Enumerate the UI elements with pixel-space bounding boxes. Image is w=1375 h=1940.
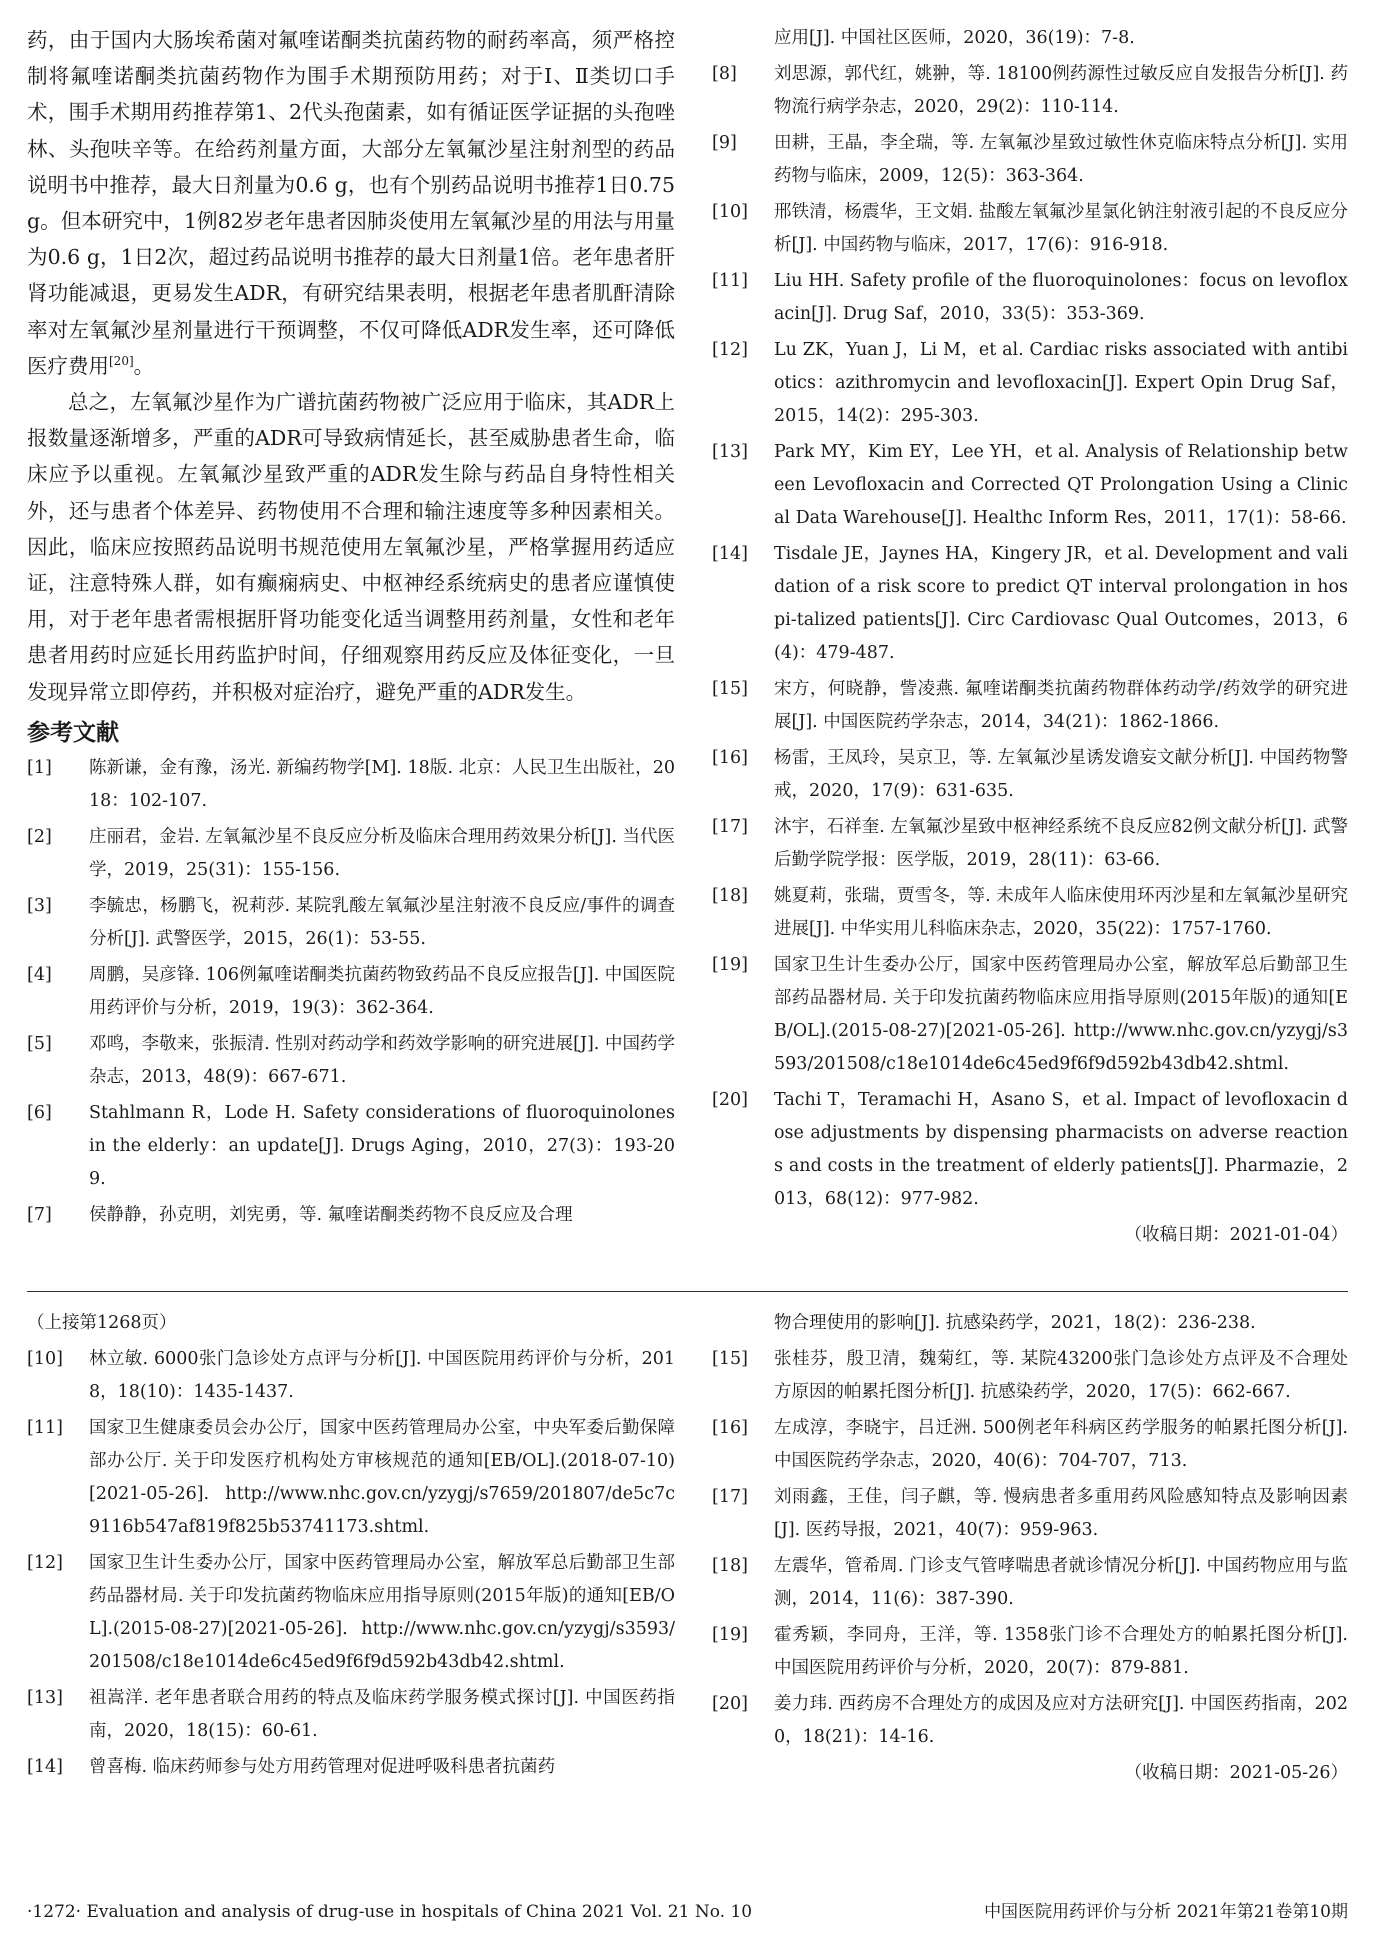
top-right-column [712,22,1348,1252]
footer-journal-en: ·1272· Evaluation and analysis of drug-use in hospitals of China 2021 Vol. 21 No. 10 [27,1902,753,1922]
page-footer [27,1897,1348,1927]
reference-item: [1] 陈新谦，金有豫，汤光. 新编药物学[M]. 18版. 北京：人民卫生出版社，2018：102-107. [27,757,675,811]
received-date: （收稿日期：2021-01-04） [1124,1225,1348,1245]
reference-item: [9] 田耕，王晶，李全瑞，等. 左氧氟沙星致过敏性休克临床特点分析[J]. 实用药物与临床，2009，12(5)：363-364. [712,133,1348,186]
body-paragraph-2: 总之，左氧氟沙星作为广谱抗菌药物被广泛应用于临床，其ADR上报数量逐渐增多，严重的ADR可导致病情延长，甚至威胁患者生命，临床应予以重视。左氧氟沙星致严重的ADR发生除与药品自身特性相关外，还与患者个体差异、药物使用不合理和输注速度等多种因素相关。因此，临床应按照药品说明书规范使用左氧氟沙星，严格掌握用药适应证，注意特殊人群，如有癫痫病史、中枢神经系统病史的患者应谨慎使用，对于老年患者需根据肝肾功能变化适当调整用药剂量，女性和老年患者用药时应延长用药监护时间，仔细观察用药反应及体征变化，一旦发现异常立即停药，并积极对症治疗，避免严重的ADR发生。 [27,390,675,704]
reference-item: [18] 姚夏莉，张瑞，贾雪冬，等. 未成年人临床使用环丙沙星和左氧氟沙星研究进展[J]. 中华实用儿科临床杂志，2020，35(22)：1757-1760. [712,886,1348,939]
reference-item: [5] 邓鸣，李敬来，张振清. 性别对药动学和药效学影响的研究进展[J]. 中国药学杂志，2013，48(9)：667-671. [27,1033,675,1087]
reference-item: [17] 刘雨鑫，王佳，闫子麒，等. 慢病患者多重用药风险感知特点及影响因素[J]. 医药导报，2021，40(7)：959-963. [712,1487,1348,1540]
reference-item: [18] 左震华，管希周. 门诊支气管哮喘患者就诊情况分析[J]. 中国药物应用与监测，2014，11(6)：387-390. [712,1556,1348,1609]
reference-item: [20] Tachi T，Teramachi H，Asano S，et al. Impact of levofloxacin dose adjustments by dispensing pharmacists on adverse reactions and costs in the treatment of elderly patients[J]. Pharmazie，2013，68(12)：977-982. [712,1090,1348,1209]
reference-item: [15] 宋方，何晓静，訾凌燕. 氟喹诺酮类抗菌药物群体药动学/药效学的研究进展[J]. 中国医院药学杂志，2014，34(21)：1862-1866. [712,679,1348,732]
reference-item: [4] 周鹏，吴彦锋. 106例氟喹诺酮类抗菌药物致药品不良反应报告[J]. 中国医院用药评价与分析，2019，19(3)：362-364. [27,964,675,1018]
received-date: （收稿日期：2021-05-26） [1124,1763,1348,1783]
reference-14-continued: 物合理使用的影响[J]. 抗感染药学，2021，18(2)：236-238. [774,1313,1256,1333]
reference-list-bottom-right [712,1343,1348,1754]
references-heading: 参考文献 [27,719,119,746]
reference-item: [12] 国家卫生计生委办公厅，国家中医药管理局办公室，解放军总后勤部卫生部药品器材局. 关于印发抗菌药物临床应用指导原则(2015年版)的通知[EB/OL].(2015-08-27)[2021-05-26]. http://www.nhc.gov.cn/yzygj/s3593/201508/c18e1014de6c45ed9f6f9d592b43db42.shtml. [27,1553,675,1672]
paragraph-1-text: 药，由于国内大肠埃希菌对氟喹诺酮类抗菌药物的耐药率高，须严格控制将氟喹诺酮类抗菌药物作为围手术期预防用药；对于Ⅰ、Ⅱ类切口手术，围手术期用药推荐第1、2代头孢菌素，如有循证医学证据的头孢唑林、头孢呋辛等。在给药剂量方面，大部分左氧氟沙星注射剂型的药品说明书中推荐，最大日剂量为0.6 g，也有个别药品说明书推荐1日0.75 g。但本研究中，1例82岁老年患者因肺炎使用左氧氟沙星的用法与用量为0.6 g，1日2次，超过药品说明书推荐的最大日剂量1倍。老年患者肝肾功能减退，更易发生ADR，有研究结果表明，根据老年患者肌酐清除率对左氧氟沙星剂量进行干预调整，不仅可降低ADR发生率，还可降低医疗费用 [27,28,675,378]
reference-item: [10] 林立敏. 6000张门急诊处方点评与分析[J]. 中国医院用药评价与分析，2018，18(10)：1435-1437. [27,1349,675,1402]
reference-item: [13] Park MY，Kim EY，Lee YH，et al. Analysis of Relationship between Levofloxacin and Corrected QT Prolongation Using a Clinical Data Warehouse[J]. Healthc Inform Res，2011，17(1)：58-66. [712,442,1348,528]
bottom-right-column [712,1307,1348,1790]
reference-list-top-right [712,58,1348,1216]
reference-item: [16] 左成淳，李晓宇，吕迁洲. 500例老年科病区药学服务的帕累托图分析[J]. 中国医院药学杂志，2020，40(6)：704-707，713. [712,1418,1348,1471]
reference-item: [6] Stahlmann R，Lode H. Safety considerations of fluoroquinolones in the elderly：an update[J]. Drugs Aging，2010，27(3)：193-209. [27,1102,675,1189]
reference-item: [11] 国家卫生健康委员会办公厅，国家中医药管理局办公室，中央军委后勤保障部办公厅. 关于印发医疗机构处方审核规范的通知[EB/OL].(2018-07-10)[2021-05-26]. http://www.nhc.gov.cn/yzygj/s7659/201807/de5c7c9116b547af819f825b53741173.shtml. [27,1418,675,1537]
bottom-left-column [27,1307,675,1787]
reference-item: [8] 刘思源，郭代红，姚翀，等. 18100例药源性过敏反应自发报告分析[J]. 药物流行病学杂志，2020，29(2)：110-114. [712,64,1348,117]
reference-item: [16] 杨雷，王凤玲，吴京卫，等. 左氧氟沙星诱发谵妄文献分析[J]. 中国药物警戒，2020，17(9)：631-635. [712,748,1348,801]
footer-journal-cn: 中国医院用药评价与分析 2021年第21卷第10期 [984,1902,1348,1922]
reference-item: [10] 邢铁清，杨震华，王文娟. 盐酸左氧氟沙星氯化钠注射液引起的不良反应分析[J]. 中国药物与临床，2017，17(6)：916-918. [712,202,1348,255]
reference-item: [11] Liu HH. Safety profile of the fluoroquinolones：focus on levofloxacin[J]. Drug Saf，2010，33(5)：353-369. [712,271,1348,324]
reference-item: [12] Lu ZK，Yuan J，Li M，et al. Cardiac risks associated with antibiotics：azithromycin and levofloxacin[J]. Expert Opin Drug Saf，2015，14(2)：295-303. [712,340,1348,426]
reference-list-bottom-left [27,1343,675,1784]
citation-20[interactable]: [20] [109,354,134,368]
reference-item: [15] 张桂芬，殷卫清，魏菊红，等. 某院43200张门急诊处方点评及不合理处方原因的帕累托图分析[J]. 抗感染药学，2020，17(5)：662-667. [712,1349,1348,1402]
reference-item: [14] 曾喜梅. 临床药师参与处方用药管理对促进呼吸科患者抗菌药 [27,1757,556,1777]
reference-item: [20] 姜力玮. 西药房不合理处方的成因及应对方法研究[J]. 中国医药指南，2020，18(21)：14-16. [712,1694,1348,1747]
body-paragraph-1 [27,22,675,384]
reference-item: [3] 李毓忠，杨鹏飞，祝莉莎. 某院乳酸左氧氟沙星注射液不良反应/事件的调查分析[J]. 武警医学，2015，26(1)：53-55. [27,895,675,949]
section-divider [27,1291,1348,1292]
reference-item: [19] 国家卫生计生委办公厅，国家中医药管理局办公室，解放军总后勤部卫生部药品器材局. 关于印发抗菌药物临床应用指导原则(2015年版)的通知[EB/OL].(2015-08-27)[2021-05-26]. http://www.nhc.gov.cn/yzygj/s3593/201508/c18e1014de6c45ed9f6f9d592b43db42.shtml. [712,955,1348,1074]
reference-item: [2] 庄丽君，金岩. 左氧氟沙星不良反应分析及临床合理用药效果分析[J]. 当代医学，2019，25(31)：155-156. [27,826,675,880]
top-left-column [27,22,675,1235]
reference-item: [14] Tisdale JE，Jaynes HA，Kingery JR，et al. Development and validation of a risk score to predict QT interval prolongation in hospi-talized patients[J]. Circ Cardiovasc Qual Outcomes，2013，6(4)：479-487. [712,544,1348,663]
reference-list-top-left [27,752,675,1232]
paragraph-1-end: 。 [133,353,155,378]
reference-item: [13] 祖嵩洋. 老年患者联合用药的特点及临床药学服务模式探讨[J]. 中国医药指南，2020，18(15)：60-61. [27,1688,675,1741]
reference-7-continued: 应用[J]. 中国社区医师，2020，36(19)：7-8. [774,28,1135,48]
reference-item: [19] 霍秀颖，李同舟，王洋，等. 1358张门诊不合理处方的帕累托图分析[J]. 中国医院用药评价与分析，2020，20(7)：879-881. [712,1625,1348,1678]
reference-item: [17] 沐宇，石祥奎. 左氧氟沙星致中枢神经系统不良反应82例文献分析[J]. 武警后勤学院学报：医学版，2019，28(11)：63-66. [712,817,1348,870]
reference-item: [7] 侯静静，孙克明，刘宪勇，等. 氟喹诺酮类药物不良反应及合理 [27,1204,573,1225]
continued-from-note: （上接第1268页） [27,1313,177,1333]
